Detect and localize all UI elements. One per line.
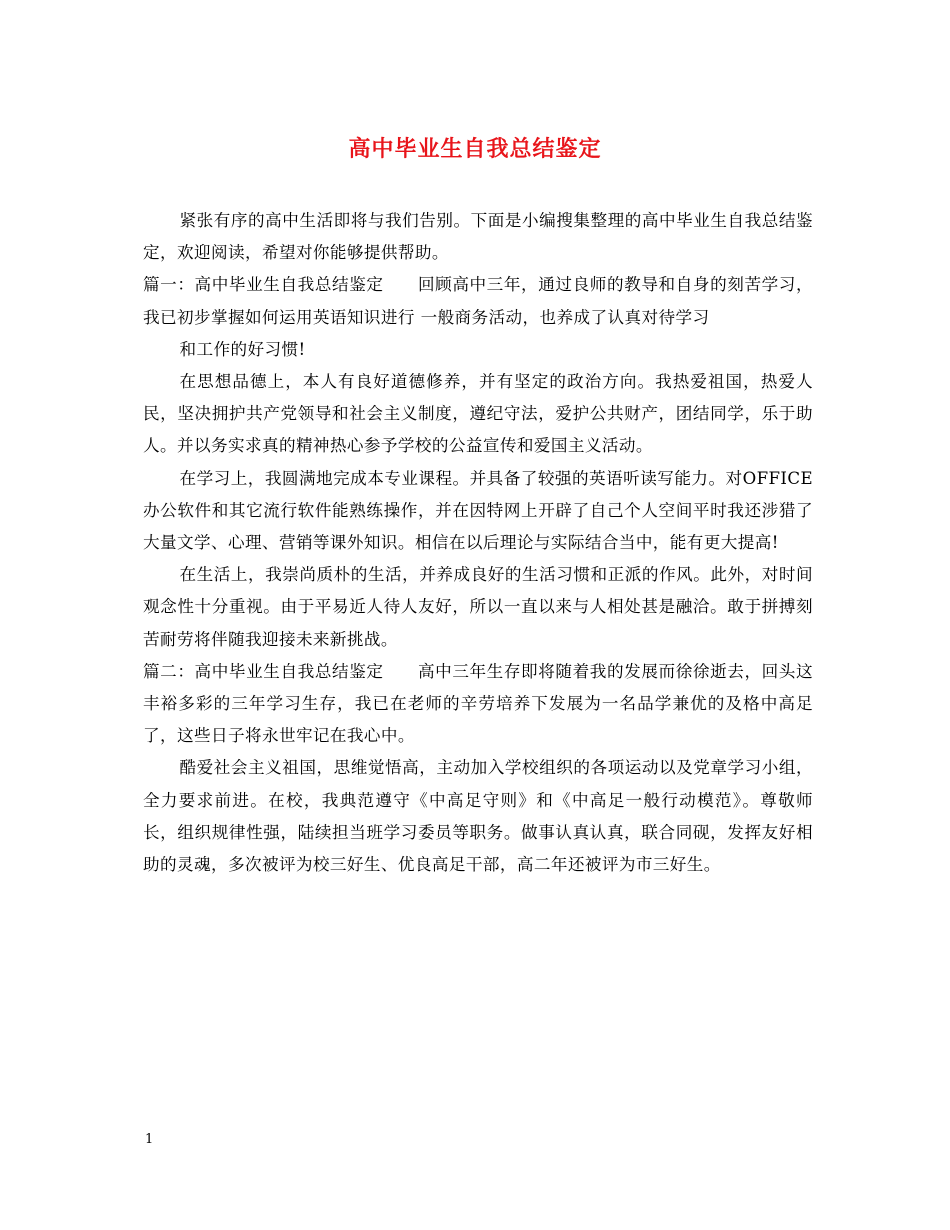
intro-paragraph: 紧张有序的高中生活即将与我们告别。下面是小编搜集整理的高中毕业生自我总结鉴定，欢迎阅读，希望对你能够提供帮助。 (143, 211, 813, 263)
study-paragraph: 在学习上，我圆满地完成本专业课程。并具备了较强的英语听读写能力。对OFFICE办公软件和其它流行软件能熟练操作，并在因特网上开辟了自己个人空间平时我还涉猎了大量文学、心理、营销等课外知识。相信在以后理论与实际结合当中，能有更大提高! (143, 468, 813, 553)
section-one-continuation: 和工作的好习惯! (179, 339, 306, 359)
patriotism-paragraph: 酷爱社会主义祖国，思维觉悟高，主动加入学校组织的各项运动以及党章学习小组，全力要求前进。在校，我典范遵守《中高足守则》和《中高足一般行动模范》。尊敬师长，组织规律性强，陆续担当班学习委员等职务。做事认真认真，联合同砚，发挥友好相助的灵魂，多次被评为校三好生、优良高足干部，高二年还被评为市三好生。 (143, 758, 813, 875)
ideology-paragraph: 在思想品德上，本人有良好道德修养，并有坚定的政治方向。我热爱祖国，热爱人民，坚决拥护共产党领导和社会主义制度，遵纪守法，爱护公共财产，团结同学，乐于助人。并以务实求真的精神热心参予学校的公益宣传和爱国主义活动。 (143, 372, 813, 456)
page-number: 1 (145, 1132, 154, 1147)
section-two-heading-paragraph: 篇二：高中毕业生自我总结鉴定 高中三年生存即将随着我的发展而徐徐逝去，回头这丰裕多彩的三年学习生存，我已在老师的辛劳培养下发展为一名品学兼优的及格中高足了，这些日子将永世牢记在我心中。 (143, 661, 813, 746)
section-one-heading-paragraph: 篇一：高中毕业生自我总结鉴定 回顾高中三年，通过良师的教导和自身的刻苦学习，我已初步掌握如何运用英语知识进行 一般商务活动，也养成了认真对待学习 (143, 275, 813, 327)
document-body (143, 205, 813, 881)
life-paragraph: 在生活上，我崇尚质朴的生活，并养成良好的生活习惯和正派的作风。此外，对时间观念性十分重视。由于平易近人待人友好，所以一直以来与人相处甚是融洽。敢于拼搏刻苦耐劳将伴随我迎接未来新挑战。 (143, 565, 813, 649)
document-title: 高中毕业生自我总结鉴定 (348, 136, 602, 162)
